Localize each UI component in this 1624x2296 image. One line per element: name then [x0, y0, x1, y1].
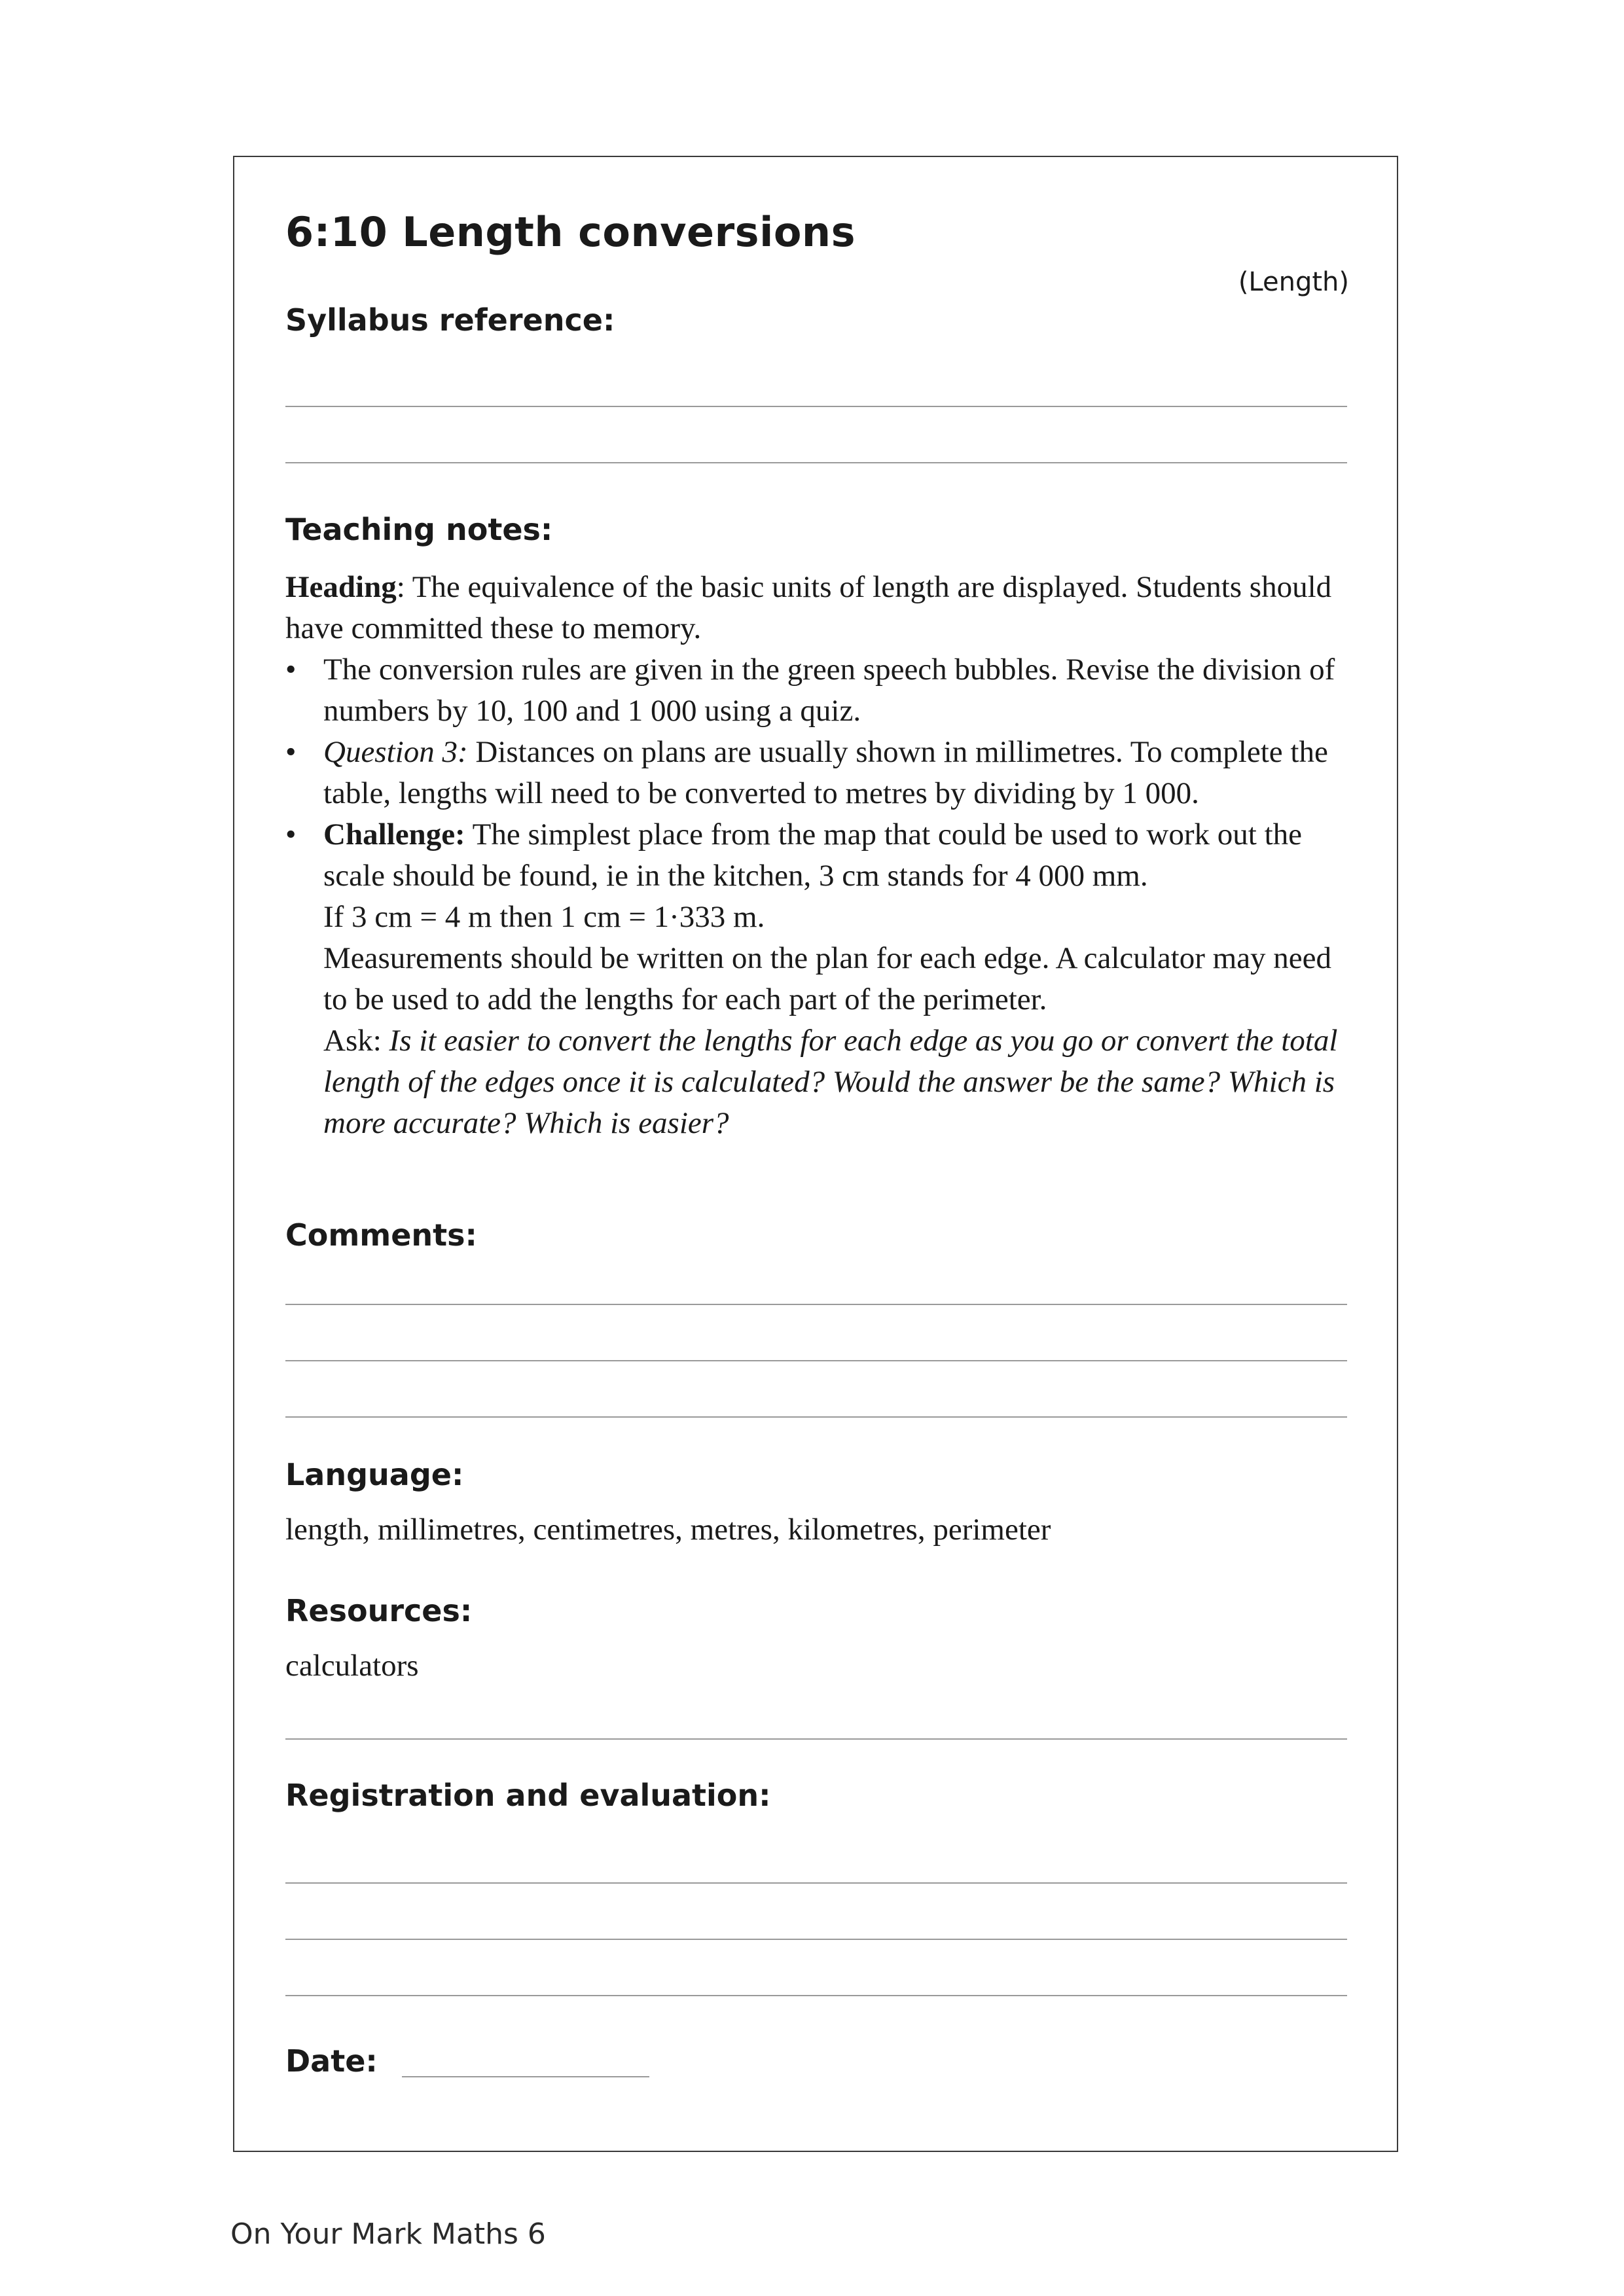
notes-bullet-1	[285, 649, 1359, 732]
date-line	[402, 2076, 649, 2077]
notes-bullet-3-line-3: Measurements should be written on the plan for each edge. A calculator may need to be used to add the lengths for each part of the perimeter.	[323, 941, 1332, 1016]
syllabus-heading: Syllabus reference:	[285, 302, 615, 338]
language-heading: Language:	[285, 1457, 464, 1492]
ask-label: Ask:	[323, 1024, 389, 1058]
notes-bullet-3	[285, 814, 1359, 1144]
notes-bullet-2-italic: Question 3:	[323, 735, 468, 769]
notes-bullet-3-bold: Challenge:	[323, 817, 465, 852]
language-text: length, millimetres, centimetres, metres, kilometres, perimeter	[285, 1513, 1051, 1547]
page-title	[285, 208, 856, 256]
resources-line	[285, 1738, 1347, 1740]
notes-bullet-3-ask	[323, 1020, 1359, 1144]
notes-intro-bold: Heading	[285, 570, 397, 604]
notes-intro	[285, 567, 1359, 649]
page-frame	[233, 156, 1398, 2152]
bullet-mark: •	[285, 817, 297, 852]
registration-heading: Registration and evaluation:	[285, 1778, 771, 1813]
registration-line-2	[285, 1939, 1347, 1940]
notes-bullet-list	[285, 649, 1359, 1144]
syllabus-line-1	[285, 406, 1347, 407]
section-tag: (Length)	[1238, 267, 1349, 297]
bullet-mark: •	[285, 735, 297, 769]
notes-bullet-1-text: The conversion rules are given in the green speech bubbles. Revise the division of numbers by 10, 100 and 1 000 using a quiz.	[323, 653, 1335, 728]
teaching-notes-heading: Teaching notes:	[285, 512, 553, 547]
teaching-notes-body	[285, 567, 1359, 1144]
registration-line-3	[285, 1995, 1347, 1996]
footer-text: On Your Mark Maths 6	[230, 2217, 546, 2251]
resources-heading: Resources:	[285, 1593, 473, 1628]
comments-line-1	[285, 1304, 1347, 1305]
title-number: 6:10	[285, 208, 388, 256]
comments-heading: Comments:	[285, 1217, 477, 1253]
notes-bullet-2	[285, 732, 1359, 814]
comments-line-3	[285, 1416, 1347, 1418]
registration-line-1	[285, 1882, 1347, 1884]
notes-intro-text: : The equivalence of the basic units of length are displayed. Students should have committed these to memory.	[285, 570, 1332, 645]
comments-line-2	[285, 1360, 1347, 1361]
ask-questions: Is it easier to convert the lengths for each edge as you go or convert the total length of the edges once it is calculated? Would the answer be the same? Which is more accurate? Which is easier?	[323, 1024, 1338, 1140]
notes-bullet-3-line-2: If 3 cm = 4 m then 1 cm = 1·333 m.	[323, 900, 765, 934]
title-text: Length conversions	[402, 208, 856, 256]
syllabus-line-2	[285, 462, 1347, 463]
notes-bullet-2-text: Distances on plans are usually shown in millimetres. To complete the table, lengths will need to be converted to metres by dividing by 1 000.	[323, 735, 1328, 810]
resources-text: calculators	[285, 1649, 419, 1683]
date-label: Date:	[285, 2043, 378, 2079]
bullet-mark: •	[285, 653, 297, 687]
notes-bullet-3-text: The simplest place from the map that could be used to work out the scale should be found, ie in the kitchen, 3 cm stands for 4 000 mm.	[323, 817, 1302, 893]
